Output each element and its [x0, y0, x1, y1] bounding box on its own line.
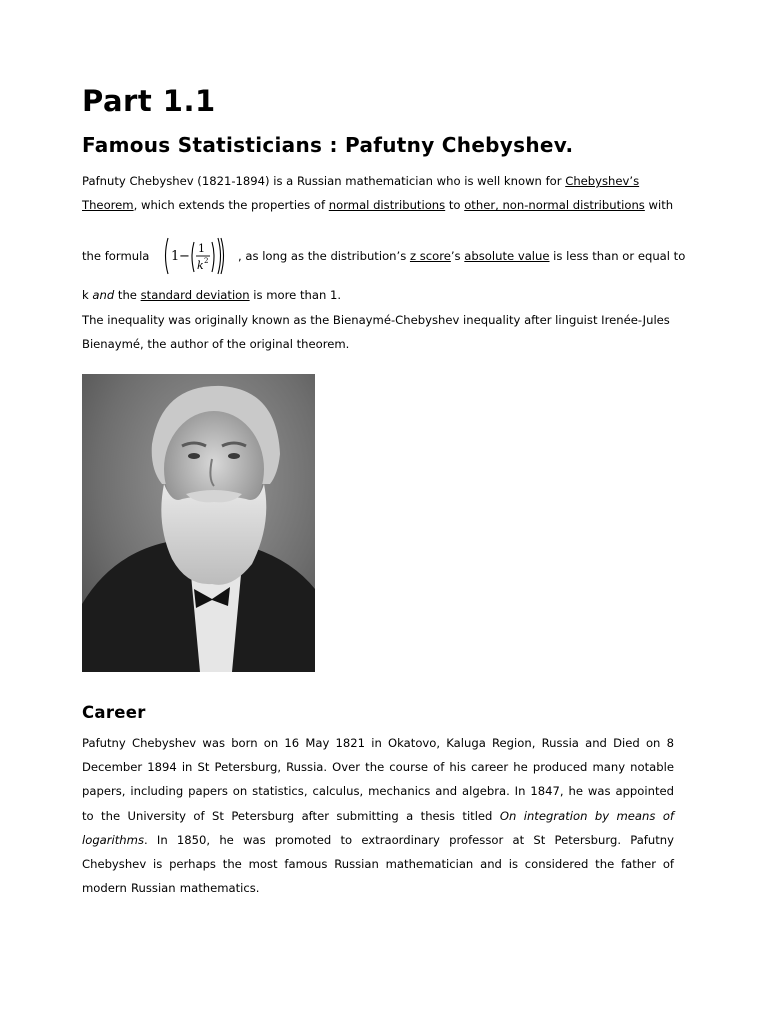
link-non-normal-distributions[interactable]: other, non-normal distributions: [464, 198, 645, 212]
intro-line-4: k and the standard deviation is more than 1.: [82, 288, 342, 302]
link-normal-distributions[interactable]: normal distributions: [328, 198, 446, 212]
page-subtitle: Famous Statisticians : Pafutny Chebyshev.: [82, 133, 574, 157]
formula-tail: , as long as the distribution’s z score’s absolute value is less than or equal to: [238, 249, 686, 263]
formula-one: 1: [171, 249, 180, 264]
formula-label: the formula: [82, 249, 150, 263]
intro-line-1: [82, 169, 674, 193]
formula-denominator: k: [197, 259, 204, 272]
intro-line-5: The inequality was originally known as the Bienaymé-Chebyshev inequality after linguist Irenée-Jules: [82, 313, 670, 327]
formula-numerator: 1: [198, 242, 205, 255]
formula-line: [82, 232, 686, 282]
link-theorem[interactable]: Theorem: [82, 198, 134, 212]
intro-line-2: Theorem, which extends the properties of normal distributions to other, non-normal distributions with: [82, 198, 674, 212]
intro-line-6: Bienaymé, the author of the original theorem.: [82, 337, 350, 351]
career-heading: Career: [82, 703, 146, 722]
link-z-score[interactable]: z score: [409, 249, 451, 263]
page-title: Part 1.1: [82, 84, 216, 118]
link-absolute-value[interactable]: absolute value: [464, 249, 550, 263]
chebyshev-formula: [162, 232, 228, 280]
intro-text: Pafnuty Chebyshev (1821-1894) is a Russian mathematician who is well known for: [82, 174, 566, 188]
link-chebyshev-theorem[interactable]: Chebyshev’s: [565, 174, 640, 188]
portrait-image: [82, 374, 315, 672]
formula-minus: −: [179, 249, 190, 264]
career-paragraph: Pafutny Chebyshev was born on 16 May 1821 in Okatovo, Kaluga Region, Russia and Died on 8 December 1894 in St Petersburg, Russia. Over the course of his career he produced many notable papers, including papers on statistics, calculus, mechanics and algebra. In 1847, he was appointed to the University of St Petersburg after submitting a thesis titled On integration by means of logarithms. In 1850, he was promoted to extraordinary professor at St Petersburg. Pafutny Chebyshev is perhaps the most famous Russian mathematician and is considered the father of modern Russian mathematics.: [82, 736, 674, 896]
link-standard-deviation[interactable]: standard deviation: [140, 288, 250, 302]
formula-exponent: 2: [204, 257, 209, 265]
